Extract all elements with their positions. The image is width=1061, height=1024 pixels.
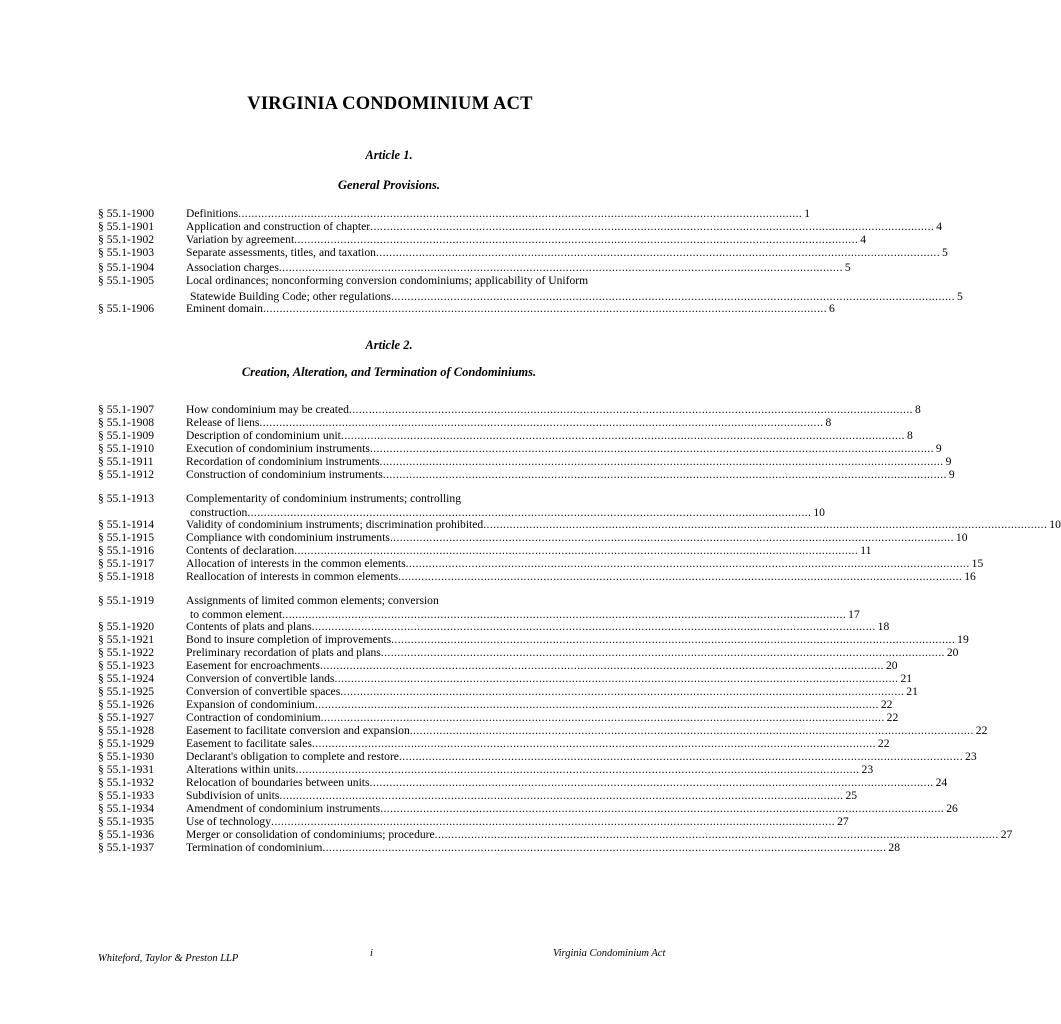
toc-entry: [0, 557, 984, 570]
toc-entry: [0, 633, 969, 646]
toc-section-number: § 55.1-1918: [98, 570, 155, 583]
toc-leader-dots: ...........................................................................................................................................................................: [340, 429, 905, 442]
toc-section-number: § 55.1-1929: [98, 737, 155, 750]
toc-section-number: § 55.1-1922: [98, 646, 155, 659]
toc-section-number: § 55.1-1919: [98, 594, 155, 607]
toc-entry-title: Allocation of interests in the common elements: [186, 557, 406, 570]
toc-entry-title: Statewide Building Code; other regulations: [190, 290, 391, 303]
toc-page-number: 20: [885, 659, 898, 672]
toc-section-number: § 55.1-1909: [98, 429, 155, 442]
toc-entry: [0, 659, 898, 672]
toc-section-number: § 55.1-1932: [98, 776, 155, 789]
toc-entry-title: Application and construction of chapter: [186, 220, 371, 233]
toc-entry-title: Alterations within units: [186, 763, 296, 776]
toc-page-number: 23: [965, 750, 977, 763]
toc-entry: [0, 455, 952, 468]
toc-entry: [0, 274, 770, 287]
toc-section-number: § 55.1-1905: [98, 274, 155, 287]
toc-leader-dots: ...........................................................................................................................................................................: [340, 685, 905, 698]
toc-leader-dots: ...........................................................................................................................................................................: [389, 531, 954, 544]
toc-page-number: 5: [956, 290, 963, 303]
toc-entry-title: Contraction of condominium: [186, 711, 321, 724]
toc-entry-title: Complementarity of condominium instruments; controlling: [186, 492, 461, 505]
toc-section-number: § 55.1-1904: [98, 261, 155, 274]
toc-leader-dots: ...........................................................................................................................................................................: [262, 302, 828, 315]
toc-entry-title: to common element: [190, 608, 283, 621]
toc-section-number: § 55.1-1921: [98, 633, 155, 646]
toc-leader-dots: ...........................................................................................................................................................................: [334, 672, 899, 685]
toc-leader-dots: ...........................................................................................................................................................................: [398, 570, 963, 583]
toc-page-number: 11: [860, 544, 872, 557]
toc-page-number: 20: [946, 646, 959, 659]
toc-entry: [0, 403, 921, 416]
toc-entry: [0, 620, 890, 633]
toc-entry: [0, 544, 872, 557]
toc-page-number: 8: [825, 416, 832, 429]
toc-leader-dots: ...........................................................................................................................................................................: [320, 711, 885, 724]
toc-leader-dots: ...........................................................................................................................................................................: [311, 620, 876, 633]
toc-section-number: § 55.1-1915: [98, 531, 155, 544]
toc-page-number: 4: [936, 220, 942, 233]
toc-section-number: § 55.1-1936: [98, 828, 155, 841]
toc-section-number: § 55.1-1934: [98, 802, 155, 815]
toc-entry: [0, 492, 770, 505]
toc-page-number: 10: [813, 506, 825, 519]
toc-entry: [0, 518, 1061, 531]
toc-page-number: 10: [1049, 518, 1061, 531]
footer-document-title: Virginia Condominium Act: [553, 948, 666, 959]
toc-entry: [0, 737, 890, 750]
toc-entry-title: Bond to insure completion of improvements: [186, 633, 392, 646]
toc-leader-dots: ...........................................................................................................................................................................: [282, 608, 847, 621]
toc-entry-title: Amendment of condominium instruments: [186, 802, 381, 815]
toc-section-number: § 55.1-1908: [98, 416, 155, 429]
toc-entry: [0, 828, 1013, 841]
toc-page-number: 9: [945, 455, 952, 468]
document-title: VIRGINIA CONDOMINIUM ACT: [247, 94, 533, 114]
toc-entry: [0, 776, 948, 789]
toc-entry: [0, 468, 955, 481]
toc-page-number: 6: [829, 302, 835, 315]
toc-leader-dots: ...........................................................................................................................................................................: [409, 724, 974, 737]
toc-leader-dots: ...........................................................................................................................................................................: [271, 815, 836, 828]
toc-entry: [0, 429, 913, 442]
toc-page-number: 17: [848, 608, 860, 621]
toc-leader-dots: ...........................................................................................................................................................................: [382, 468, 947, 481]
toc-section-number: § 55.1-1937: [98, 841, 155, 854]
toc-leader-dots: ...........................................................................................................................................................................: [390, 290, 955, 303]
toc-entry: [0, 531, 968, 544]
toc-entry-title: Subdivision of units: [186, 789, 280, 802]
toc-page-number: 1: [804, 207, 811, 220]
toc-leader-dots: ...........................................................................................................................................................................: [314, 698, 879, 711]
toc-leader-dots: ...........................................................................................................................................................................: [380, 802, 945, 815]
toc-entry-title: Separate assessments, titles, and taxation: [186, 246, 376, 259]
toc-page-number: 4: [860, 233, 867, 246]
toc-entry: [0, 724, 988, 737]
toc-entry-title: Release of liens: [186, 416, 260, 429]
toc-section-number: § 55.1-1935: [98, 815, 155, 828]
toc-page-number: 10: [955, 531, 968, 544]
toc-page-number: 22: [877, 737, 890, 750]
toc-page-number: 9: [935, 442, 942, 455]
toc-page-number: 26: [946, 802, 958, 815]
toc-entry-title: Validity of condominium instruments; discrimination prohibited: [186, 518, 484, 531]
toc-section-number: § 55.1-1901: [98, 220, 155, 233]
toc-page-number: 25: [845, 789, 858, 802]
toc-leader-dots: ...........................................................................................................................................................................: [380, 646, 945, 659]
toc-leader-dots: ...........................................................................................................................................................................: [279, 789, 844, 802]
toc-entry-title: How condominium may be created: [186, 403, 349, 416]
toc-leader-dots: ...........................................................................................................................................................................: [319, 659, 884, 672]
toc-entry: [0, 646, 959, 659]
toc-leader-dots: ...........................................................................................................................................................................: [348, 403, 913, 416]
toc-entry-title: Construction of condominium instruments: [186, 468, 383, 481]
toc-entry: [0, 261, 851, 274]
toc-page-number: 18: [877, 620, 890, 633]
toc-entry-title: Local ordinances; nonconforming conversion condominiums; applicability of Uniform: [186, 274, 589, 287]
toc-leader-dots: ...........................................................................................................................................................................: [238, 207, 803, 220]
toc-section-number: § 55.1-1917: [98, 557, 155, 570]
toc-section-number: § 55.1-1920: [98, 620, 155, 633]
toc-leader-dots: ...........................................................................................................................................................................: [434, 828, 999, 841]
toc-section-number: § 55.1-1911: [98, 455, 154, 468]
article-1-heading: General Provisions.: [337, 178, 441, 192]
toc-section-number: § 55.1-1902: [98, 233, 155, 246]
toc-entry-title: Variation by agreement: [186, 233, 295, 246]
toc-entry-title: Easement to facilitate sales: [186, 737, 312, 750]
toc-section-number: § 55.1-1906: [98, 302, 155, 315]
toc-entry-title: Easement to facilitate conversion and expansion: [186, 724, 410, 737]
toc-section-number: § 55.1-1925: [98, 685, 155, 698]
toc-entry-title: Definitions: [186, 207, 239, 220]
toc-entry-title: Compliance with condominium instruments: [186, 531, 390, 544]
toc-entry-title: Recordation of condominium instruments: [186, 455, 380, 468]
toc-leader-dots: ...........................................................................................................................................................................: [295, 763, 860, 776]
toc-section-number: § 55.1-1930: [98, 750, 155, 763]
toc-leader-dots: ...........................................................................................................................................................................: [405, 557, 970, 570]
toc-entry-title: Contents of plats and plans: [186, 620, 312, 633]
toc-page-number: 23: [861, 763, 874, 776]
toc-section-number: § 55.1-1923: [98, 659, 155, 672]
toc-page-number: 28: [888, 841, 900, 854]
toc-leader-dots: ...........................................................................................................................................................................: [379, 455, 944, 468]
toc-entry: [0, 698, 893, 711]
toc-entry: [0, 246, 948, 259]
toc-page-number: 22: [880, 698, 893, 711]
toc-entry-title: Termination of condominium: [186, 841, 323, 854]
toc-section-number: § 55.1-1914: [98, 518, 155, 531]
toc-entry: [0, 802, 958, 815]
toc-page-number: 5: [942, 246, 948, 259]
toc-page-number: 22: [886, 711, 899, 724]
toc-page-number: 8: [906, 429, 913, 442]
toc-entry: [0, 815, 849, 828]
footer-page-number: i: [370, 948, 373, 959]
toc-entry-title: Declarant's obligation to complete and restore: [186, 750, 399, 763]
toc-entry-title: Contents of declaration: [186, 544, 295, 557]
toc-section-number: § 55.1-1931: [98, 763, 155, 776]
toc-entry: [0, 672, 913, 685]
toc-entry-title: Expansion of condominium: [186, 698, 315, 711]
toc-section-number: § 55.1-1907: [98, 403, 155, 416]
toc-leader-dots: ...........................................................................................................................................................................: [483, 518, 1048, 531]
toc-leader-dots: ...........................................................................................................................................................................: [322, 841, 887, 854]
toc-entry: [0, 570, 976, 583]
toc-entry: [0, 789, 858, 802]
toc-leader-dots: ...........................................................................................................................................................................: [294, 544, 859, 557]
toc-section-number: § 55.1-1933: [98, 789, 155, 802]
toc-entry: [0, 711, 899, 724]
toc-page-number: 27: [837, 815, 849, 828]
article-2-heading: Creation, Alteration, and Termination of Condominiums.: [241, 365, 537, 379]
toc-page-number: 16: [964, 570, 976, 583]
toc-entry-title: Eminent domain: [186, 302, 263, 315]
toc-page-number: 15: [971, 557, 984, 570]
toc-leader-dots: ...........................................................................................................................................................................: [369, 442, 934, 455]
toc-leader-dots: ...........................................................................................................................................................................: [391, 633, 956, 646]
toc-page-number: 5: [844, 261, 851, 274]
toc-page-number: 8: [914, 403, 921, 416]
toc-entry-title: Reallocation of interests in common elements: [186, 570, 399, 583]
toc-section-number: § 55.1-1928: [98, 724, 155, 737]
toc-entry-title: construction: [190, 506, 248, 519]
toc-entry: [0, 763, 874, 776]
toc-entry-title: Assignments of limited common elements; conversion: [186, 594, 439, 607]
toc-page-number: 21: [900, 672, 913, 685]
toc-entry-title: Relocation of boundaries between units: [186, 776, 370, 789]
toc-entry-title: Merger or consolidation of condominiums; procedure: [186, 828, 435, 841]
toc-entry: [0, 233, 867, 246]
toc-page-number: 21: [906, 685, 918, 698]
article-1-label: Article 1.: [365, 148, 413, 162]
toc-leader-dots: ...........................................................................................................................................................................: [398, 750, 964, 763]
toc-entry-title: Execution of condominium instruments: [186, 442, 370, 455]
toc-page-number: 24: [935, 776, 948, 789]
toc-page-number: 9: [948, 468, 955, 481]
toc-leader-dots: ...........................................................................................................................................................................: [294, 233, 859, 246]
toc-leader-dots: ...........................................................................................................................................................................: [311, 737, 876, 750]
toc-entry-title: Easement for encroachments: [186, 659, 320, 672]
toc-section-number: § 55.1-1927: [98, 711, 155, 724]
toc-leader-dots: ...........................................................................................................................................................................: [375, 246, 941, 259]
toc-entry-title: Association charges: [186, 261, 279, 274]
toc-entry-title: Conversion of convertible lands: [186, 672, 335, 685]
toc-leader-dots: ...........................................................................................................................................................................: [369, 776, 934, 789]
toc-entry: [0, 685, 918, 698]
toc-section-number: § 55.1-1912: [98, 468, 155, 481]
footer-firm: Whiteford, Taylor & Preston LLP: [98, 953, 239, 964]
toc-section-number: § 55.1-1926: [98, 698, 155, 711]
toc-page-number: 19: [957, 633, 969, 646]
toc-leader-dots: ...........................................................................................................................................................................: [247, 506, 812, 519]
toc-entry: [0, 220, 942, 233]
toc-section-number: § 55.1-1900: [98, 207, 155, 220]
toc-entry: [0, 416, 832, 429]
toc-section-number: § 55.1-1910: [98, 442, 155, 455]
toc-page-number: 22: [975, 724, 988, 737]
toc-entry-title: Use of technology: [186, 815, 272, 828]
toc-leader-dots: ...........................................................................................................................................................................: [370, 220, 935, 233]
toc-entry-title: Conversion of convertible spaces: [186, 685, 341, 698]
toc-entry: [0, 207, 811, 220]
toc-leader-dots: ...........................................................................................................................................................................: [259, 416, 824, 429]
toc-entry: [0, 442, 942, 455]
toc-section-number: § 55.1-1913: [98, 492, 155, 505]
toc-section-number: § 55.1-1924: [98, 672, 155, 685]
toc-section-number: § 55.1-1903: [98, 246, 155, 259]
toc-entry-title: Description of condominium unit: [186, 429, 341, 442]
toc-page-number: 27: [1000, 828, 1013, 841]
toc-entry: [0, 841, 900, 854]
toc-section-number: § 55.1-1916: [98, 544, 155, 557]
toc-leader-dots: ...........................................................................................................................................................................: [278, 261, 843, 274]
toc-entry-title: Preliminary recordation of plats and plans: [186, 646, 381, 659]
article-2-label: Article 2.: [365, 338, 413, 352]
toc-entry: [0, 750, 977, 763]
toc-entry: [0, 302, 835, 315]
toc-entry: [0, 594, 770, 607]
